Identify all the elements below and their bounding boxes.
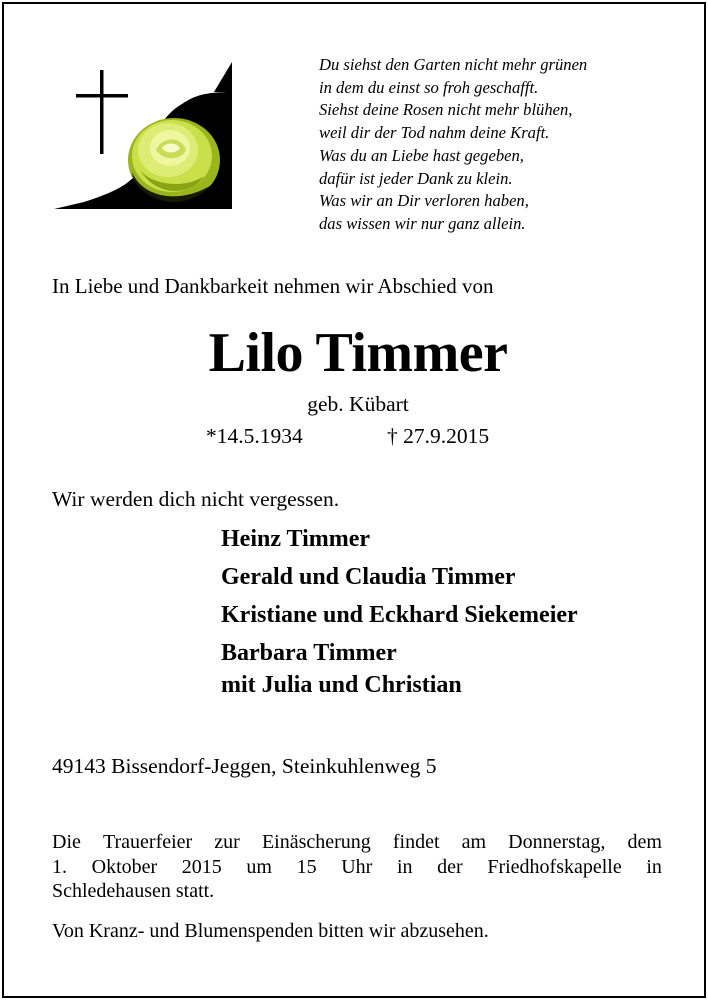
poem-line: dafür ist jeder Dank zu klein. (319, 168, 513, 188)
word: Trauerfeier (102, 831, 193, 853)
poem-line: Was wir an Dir verloren haben, (319, 191, 529, 211)
ceremony-line-3: Schledehausen statt. (52, 880, 215, 902)
word: Uhr (341, 855, 373, 878)
poem-line: Du siehst den Garten nicht mehr grünen (319, 55, 588, 74)
address: 49143 Bissendorf-Jeggen, Steinkuhlenweg 5 (52, 754, 437, 778)
poem-line: in dem du einst so froh geschafft. (319, 77, 539, 97)
family-member: Gerald und Claudia Timmer (221, 564, 516, 590)
word: der (437, 855, 463, 878)
word: am (461, 831, 487, 853)
poem-line: Siehst deine Rosen nicht mehr blühen, (319, 100, 573, 120)
word: findet (392, 831, 440, 853)
remembrance-line: Wir werden dich nicht vergessen. (52, 487, 340, 511)
word: Oktober (91, 855, 158, 878)
deceased-name: Lilo Timmer (208, 322, 508, 384)
family-member: mit Julia und Christian (221, 672, 462, 698)
maiden-name: geb. Kübart (307, 392, 409, 416)
word: Die (52, 831, 81, 853)
flowers-request: Von Kranz- und Blumenspenden bitten wir abzusehen. (52, 920, 489, 942)
word: Friedhofskapelle (487, 855, 622, 878)
word: 2015 (181, 855, 222, 878)
death-date: † 27.9.2015 (387, 424, 490, 448)
family-member: Heinz Timmer (221, 526, 371, 552)
ceremony-notice (52, 830, 662, 904)
poem-line: Was du an Liebe hast gegeben, (319, 145, 524, 165)
word: um (246, 855, 272, 878)
word: Einäscherung (261, 831, 371, 853)
poem (319, 54, 587, 236)
farewell-intro: In Liebe und Dankbarkeit nehmen wir Abschied von (52, 274, 494, 298)
word: zur (214, 831, 240, 853)
cross-and-rose-emblem (54, 52, 232, 209)
birth-date: *14.5.1934 (206, 424, 303, 448)
obituary-frame (2, 2, 706, 998)
word: 1. (52, 855, 67, 878)
word: in (646, 855, 662, 878)
word: dem (627, 831, 662, 853)
word: Donnerstag, (508, 831, 606, 853)
poem-line: weil dir der Tod nahm deine Kraft. (319, 123, 550, 143)
word: in (396, 855, 413, 878)
family-member: Kristiane und Eckhard Siekemeier (221, 602, 578, 628)
poem-line: das wissen wir nur ganz allein. (319, 213, 526, 233)
family-member: Barbara Timmer (221, 640, 397, 666)
ceremony-line-2 (52, 855, 662, 880)
emblem-graphic (54, 52, 232, 209)
ceremony-line-1 (52, 830, 662, 855)
word: 15 (296, 855, 317, 878)
